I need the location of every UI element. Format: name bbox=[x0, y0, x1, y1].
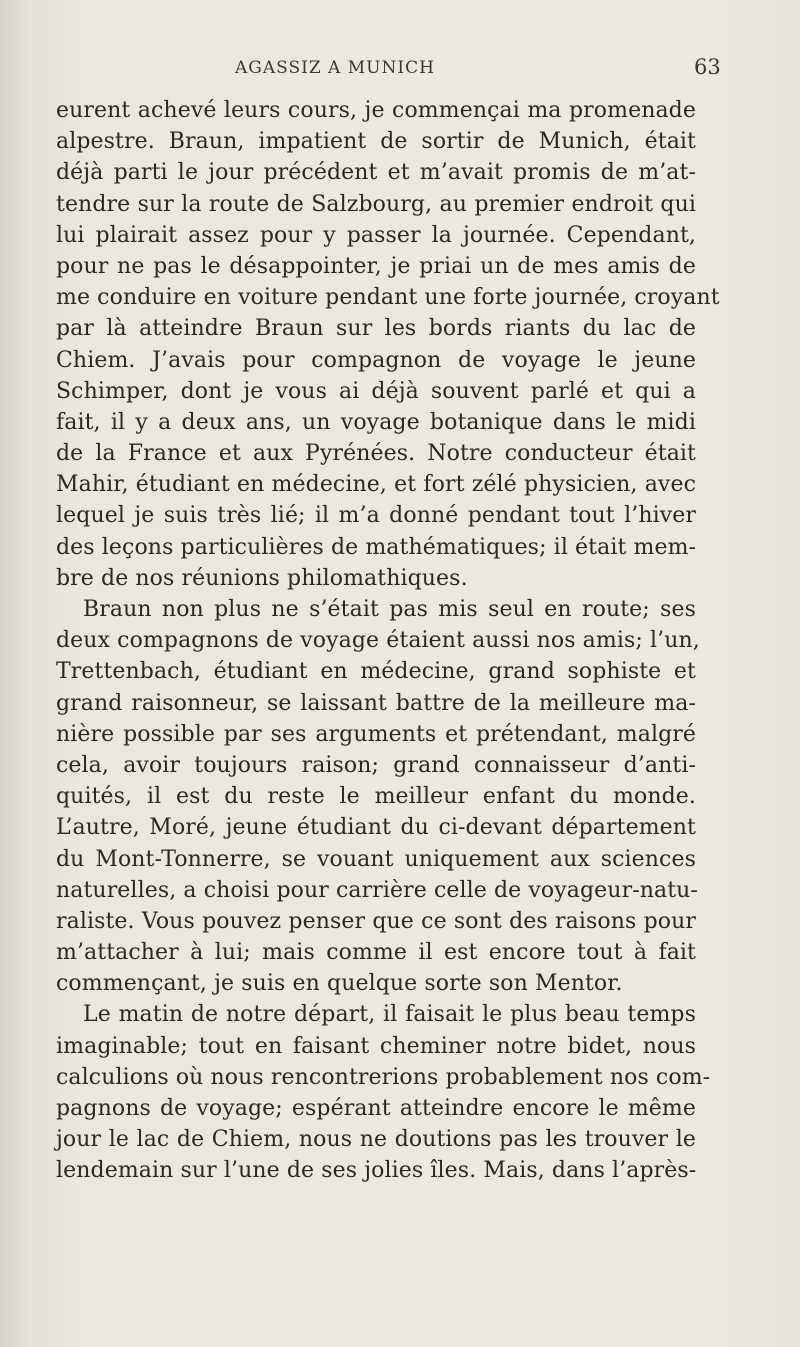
text-line: lendemain sur l’une de ses jolies îles. Mais, dans l’après- bbox=[56, 1158, 697, 1184]
text-line: par là atteindre Braun sur les bords riants du lac de bbox=[56, 316, 696, 342]
text-line: déjà parti le jour précédent et m’avait promis de m’at- bbox=[56, 160, 696, 186]
text-line: pagnons de voyage; espérant atteindre encore le même bbox=[56, 1096, 696, 1121]
text-line: Schimper, dont je vous ai déjà souvent parlé et qui a bbox=[56, 378, 696, 404]
text-line: eurent achevé leurs cours, je commençai ma promenade bbox=[56, 98, 696, 123]
text-line: fait, il y a deux ans, un voyage botanique dans le midi bbox=[56, 409, 696, 435]
text-line: calculions où nous rencontrerions probablement nos com- bbox=[56, 1064, 711, 1090]
running-title: AGASSIZ A MUNICH bbox=[235, 58, 435, 78]
text-line: jour le lac de Chiem, nous ne doutions pas les trouver le bbox=[56, 1127, 696, 1153]
text-line: naturelles, a choisi pour carrière celle de voyageur-natu- bbox=[56, 877, 698, 903]
text-line: commençant, je suis en quelque sorte son Mentor. bbox=[56, 971, 623, 997]
text-line: Trettenbach, étudiant en médecine, grand sophiste et bbox=[56, 659, 696, 685]
text-line: du Mont-Tonnerre, se vouant uniquement aux sciences bbox=[56, 846, 696, 872]
text-line: Braun non plus ne s’était pas mis seul en route; ses bbox=[83, 597, 696, 622]
page-number: 63 bbox=[694, 55, 721, 79]
text-line: tendre sur la route de Salzbourg, au premier endroit qui bbox=[56, 191, 696, 217]
text-line: quités, il est du reste le meilleur enfant du monde. bbox=[56, 784, 696, 810]
text-line: lequel je suis très lié; il m’a donné pendant tout l’hiver bbox=[56, 503, 696, 529]
text-line: cela, avoir toujours raison; grand connaisseur d’anti- bbox=[56, 752, 696, 778]
text-line: Chiem. J’avais pour compagnon de voyage le jeune bbox=[56, 347, 696, 373]
text-line: L’autre, Moré, jeune étudiant du ci-devant département bbox=[56, 815, 696, 841]
text-line: des leçons particulières de mathématiques; il était mem- bbox=[56, 534, 697, 560]
text-line: de la France et aux Pyrénées. Notre conducteur était bbox=[56, 441, 696, 467]
page-header bbox=[0, 55, 800, 82]
text-line: Le matin de notre départ, il faisait le plus beau temps bbox=[83, 1002, 696, 1028]
text-line: bre de nos réunions philomathiques. bbox=[56, 565, 468, 591]
text-line: nière possible par ses arguments et prétendant, malgré bbox=[56, 721, 696, 747]
text-line: imaginable; tout en faisant cheminer notre bidet, nous bbox=[56, 1033, 696, 1059]
text-line: me conduire en voiture pendant une forte journée, croyant bbox=[56, 285, 720, 311]
text-line: raliste. Vous pouvez penser que ce sont des raisons pour bbox=[56, 908, 696, 934]
text-line: Mahir, étudiant en médecine, et fort zélé physicien, avec bbox=[56, 472, 696, 498]
text-line: pour ne pas le désappointer, je priai un de mes amis de bbox=[56, 253, 696, 279]
text-line: deux compagnons de voyage étaient aussi nos amis; l’un, bbox=[56, 628, 700, 654]
text-line: grand raisonneur, se laissant battre de la meilleure ma- bbox=[56, 690, 696, 716]
text-line: lui plairait assez pour y passer la journée. Cependant, bbox=[56, 222, 696, 248]
text-line: m’attacher à lui; mais comme il est encore tout à fait bbox=[56, 940, 696, 966]
body-text bbox=[56, 95, 720, 1187]
text-line: alpestre. Braun, impatient de sortir de Munich, était bbox=[56, 129, 696, 155]
